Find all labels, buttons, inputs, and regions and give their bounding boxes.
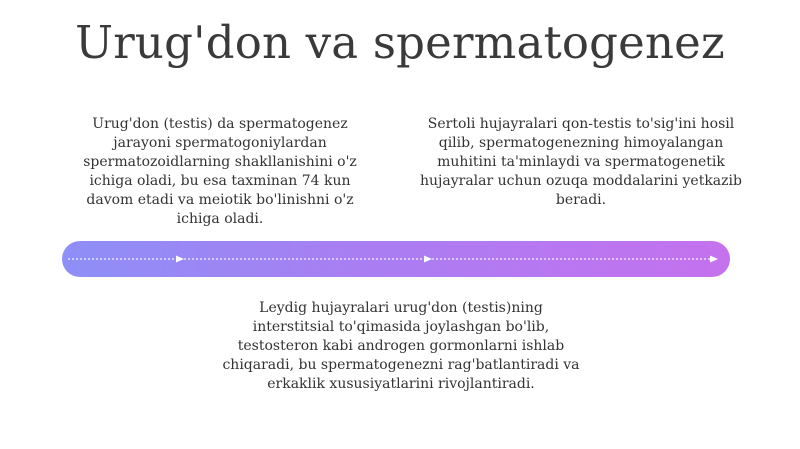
- text-block-top-right: Sertoli hujayralari qon-testis to'sig'ini hosil qilib, spermatogenezning himoyalangan muhitini ta'minlaydi va spermatogenetik hujayralar uchun ozuqa moddalarini yetkazib beradi.: [420, 116, 742, 208]
- text-block-top-left: Urug'don (testis) da spermatogenez jarayoni spermatogoniylardan spermatozoidlarning shakllanishini o'z ichiga oladi, bu esa taxminan 74 kun davom etadi va meiotik bo'linishni o'z ichiga oladi.: [83, 116, 357, 227]
- slide-title: Urug'don va spermatogenez: [75, 16, 725, 69]
- arrow-head-icon: [710, 256, 718, 263]
- timeline-arrow-icon: [62, 241, 730, 277]
- text-block-bottom: Leydig hujayralari urug'don (testis)ning interstitsial to'qimasida joylashgan bo'lib, testosteron kabi androgen gormonlarni ishlab chiqaradi, bu spermatogenezni rag'batlantiradi va erkaklik xususiyatlarini rivojlantiradi.: [222, 300, 580, 392]
- timeline-bar: [62, 241, 730, 277]
- arrow-head-icon: [424, 256, 432, 263]
- arrow-head-icon: [176, 256, 184, 263]
